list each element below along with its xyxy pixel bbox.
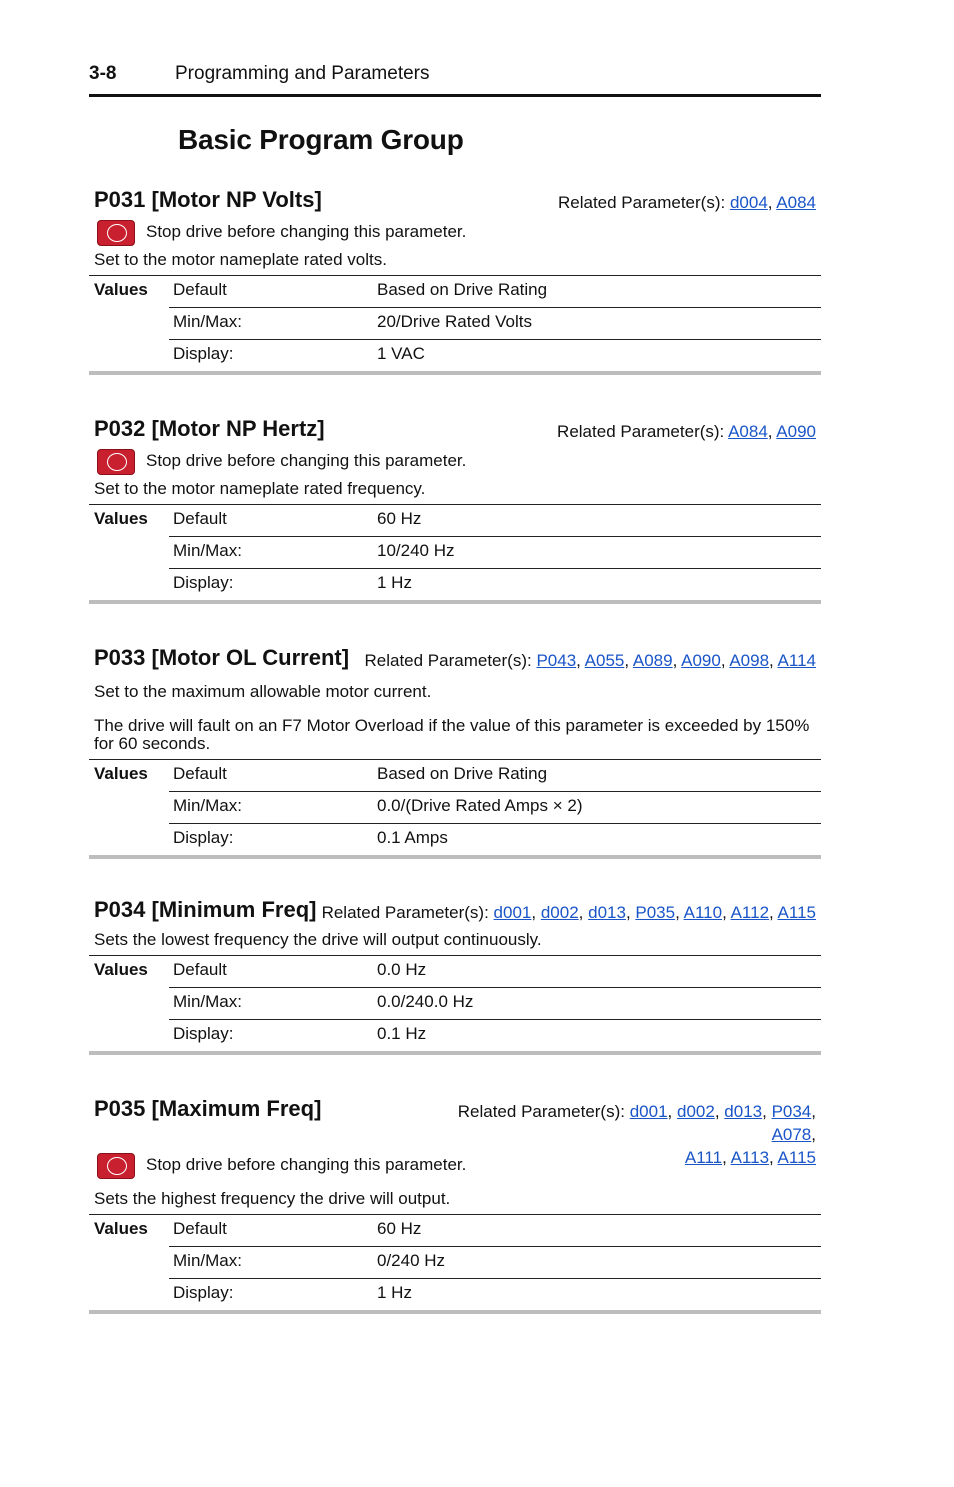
values-row bbox=[169, 791, 821, 823]
related-link-d013[interactable]: d013 bbox=[588, 903, 626, 922]
parameter-title: P035 [Maximum Freq] bbox=[94, 1096, 322, 1121]
parameter-title: P032 [Motor NP Hertz] bbox=[94, 416, 325, 441]
related-link-a090[interactable]: A090 bbox=[776, 422, 816, 441]
value-label: Display: bbox=[173, 1283, 234, 1302]
related-link-d004[interactable]: d004 bbox=[729, 193, 768, 212]
parameter-description: Set to the maximum allowable motor current. bbox=[94, 682, 432, 701]
values-header: Values bbox=[94, 960, 148, 979]
values-row bbox=[89, 1215, 821, 1246]
related-link-a115[interactable]: A115 bbox=[777, 1148, 816, 1167]
value-text: 0/240 Hz bbox=[377, 1251, 446, 1270]
related-link-a089[interactable]: A089 bbox=[632, 651, 673, 670]
related-link-p035[interactable]: P035 bbox=[635, 903, 676, 922]
stop-warning-text: Stop drive before changing this parameter. bbox=[146, 451, 467, 470]
related-link-d002[interactable]: d002 bbox=[677, 1102, 715, 1121]
stop-warning-text: Stop drive before changing this parameter. bbox=[146, 1155, 467, 1174]
value-text: 0.1 Hz bbox=[377, 1024, 427, 1043]
parameter-header bbox=[89, 897, 821, 927]
related-link-a084[interactable]: A084 bbox=[728, 422, 768, 441]
parameter-description: The drive will fault on an F7 Motor Overload if the value of this parameter is exceeded by 150% for 60 seconds. bbox=[94, 716, 810, 753]
values-table bbox=[89, 275, 821, 375]
related-link-a090[interactable]: A090 bbox=[681, 651, 721, 670]
related-link-a110[interactable]: A110 bbox=[683, 903, 723, 922]
related-link-p034[interactable]: P034 bbox=[771, 1102, 812, 1121]
parameter-header bbox=[89, 416, 821, 446]
value-label: Min/Max: bbox=[173, 796, 242, 815]
parameter-description: Sets the lowest frequency the drive will output continuously. bbox=[94, 930, 542, 949]
parameter-block bbox=[89, 645, 821, 859]
values-table bbox=[89, 504, 821, 604]
related-label: Related Parameter(s): bbox=[457, 1102, 625, 1121]
values-row bbox=[169, 307, 821, 339]
related-label: Related Parameter(s): bbox=[557, 193, 726, 212]
related-link-a115[interactable]: A115 bbox=[777, 903, 816, 922]
related-link-a114[interactable]: A114 bbox=[777, 651, 816, 670]
values-row bbox=[89, 760, 821, 791]
values-row bbox=[89, 505, 821, 536]
value-text: Based on Drive Rating bbox=[377, 764, 548, 783]
parameter-description: Set to the motor nameplate rated volts. bbox=[94, 250, 387, 269]
value-text: 60 Hz bbox=[377, 1219, 422, 1238]
values-row bbox=[169, 339, 821, 371]
values-row bbox=[89, 276, 821, 307]
value-label: Min/Max: bbox=[173, 312, 242, 331]
value-label: Default bbox=[173, 509, 227, 528]
related-label: Related Parameter(s): bbox=[364, 651, 532, 670]
values-header: Values bbox=[94, 1219, 148, 1238]
value-text: 20/Drive Rated Volts bbox=[377, 312, 532, 331]
related-parameters: Related Parameter(s): A084, A090 bbox=[557, 422, 816, 441]
chapter-title: Programming and Parameters bbox=[175, 63, 430, 84]
value-text: 0.1 Amps bbox=[377, 828, 448, 847]
value-text: 0.0 Hz bbox=[377, 960, 427, 979]
related-parameters: Related Parameter(s): P043, A055, A089, A090, A098, A114 bbox=[364, 651, 816, 670]
values-row bbox=[169, 536, 821, 568]
value-label: Display: bbox=[173, 828, 234, 847]
stop-warning-text: Stop drive before changing this parameter. bbox=[146, 222, 467, 241]
related-link-a113[interactable]: A113 bbox=[730, 1148, 770, 1167]
values-header: Values bbox=[94, 764, 148, 783]
related-parameters: Related Parameter(s): d001, d002, d013, P035, A110, A112, A115 bbox=[321, 903, 816, 922]
related-link-p043[interactable]: P043 bbox=[536, 651, 577, 670]
values-row bbox=[169, 987, 821, 1019]
value-text: 1 VAC bbox=[377, 344, 425, 363]
stop-drive-icon bbox=[97, 1153, 135, 1179]
page-number: 3-8 bbox=[89, 63, 117, 84]
values-row bbox=[169, 568, 821, 600]
values-row bbox=[169, 823, 821, 855]
related-link-a111[interactable]: A111 bbox=[684, 1148, 723, 1167]
value-label: Min/Max: bbox=[173, 992, 242, 1011]
related-parameters: Related Parameter(s): d004, A084 bbox=[557, 193, 816, 212]
related-parameters: Related Parameter(s): d001, d002, d013, P034, A078, A111, A113, A115 bbox=[457, 1102, 816, 1167]
related-link-d013[interactable]: d013 bbox=[724, 1102, 763, 1121]
value-text: 0.0/(Drive Rated Amps × 2) bbox=[377, 796, 583, 815]
related-link-d001[interactable]: d001 bbox=[493, 903, 532, 922]
values-row bbox=[169, 1278, 821, 1310]
values-header: Values bbox=[94, 280, 148, 299]
stop-warning bbox=[89, 219, 821, 249]
stop-drive-icon bbox=[97, 449, 135, 475]
parameter-block bbox=[89, 1096, 821, 1314]
related-link-d001[interactable]: d001 bbox=[629, 1102, 668, 1121]
values-table bbox=[89, 955, 821, 1055]
value-label: Default bbox=[173, 960, 227, 979]
parameter-description: Set to the motor nameplate rated frequency. bbox=[94, 479, 426, 498]
related-label: Related Parameter(s): bbox=[557, 422, 725, 441]
value-label: Display: bbox=[173, 344, 234, 363]
parameter-title: P034 [Minimum Freq] bbox=[94, 897, 317, 922]
value-label: Min/Max: bbox=[173, 541, 242, 560]
value-text: 0.0/240.0 Hz bbox=[377, 992, 474, 1011]
related-link-d002[interactable]: d002 bbox=[540, 903, 579, 922]
value-label: Display: bbox=[173, 1024, 234, 1043]
parameter-description: Sets the highest frequency the drive will output. bbox=[94, 1189, 451, 1208]
value-text: 60 Hz bbox=[377, 509, 422, 528]
values-row bbox=[169, 1246, 821, 1278]
page-header bbox=[89, 60, 821, 97]
related-link-a084[interactable]: A084 bbox=[776, 193, 816, 212]
stop-drive-icon bbox=[97, 220, 135, 246]
value-label: Display: bbox=[173, 573, 234, 592]
parameter-block bbox=[89, 187, 821, 375]
value-text: 10/240 Hz bbox=[377, 541, 455, 560]
values-row bbox=[169, 1019, 821, 1051]
related-link-a112[interactable]: A112 bbox=[730, 903, 770, 922]
value-label: Default bbox=[173, 1219, 227, 1238]
value-label: Min/Max: bbox=[173, 1251, 242, 1270]
values-table bbox=[89, 759, 821, 859]
stop-warning bbox=[89, 448, 821, 478]
value-text: 1 Hz bbox=[377, 1283, 412, 1302]
related-link-a098[interactable]: A098 bbox=[729, 651, 770, 670]
related-link-a055[interactable]: A055 bbox=[584, 651, 625, 670]
parameter-title: P031 [Motor NP Volts] bbox=[94, 187, 322, 212]
related-link-a078[interactable]: A078 bbox=[771, 1125, 812, 1144]
values-table bbox=[89, 1214, 821, 1314]
group-title: Basic Program Group bbox=[178, 124, 464, 155]
parameter-block bbox=[89, 416, 821, 604]
value-label: Default bbox=[173, 280, 227, 299]
parameter-header bbox=[89, 187, 821, 217]
value-text: 1 Hz bbox=[377, 573, 412, 592]
values-row bbox=[89, 956, 821, 987]
value-label: Default bbox=[173, 764, 227, 783]
parameter-block bbox=[89, 897, 821, 1055]
parameter-header bbox=[89, 645, 821, 675]
stop-warning bbox=[89, 1152, 821, 1182]
values-header: Values bbox=[94, 509, 148, 528]
value-text: Based on Drive Rating bbox=[377, 280, 548, 299]
related-label: Related Parameter(s): bbox=[321, 903, 489, 922]
parameter-title: P033 [Motor OL Current] bbox=[94, 645, 350, 670]
